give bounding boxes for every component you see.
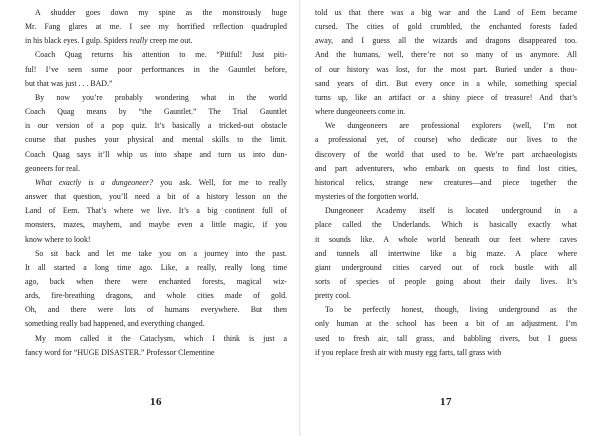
text-line: mysteries of the forgotten world. <box>315 192 419 202</box>
paragraph <box>315 303 577 360</box>
text-line: monsters, mazes, mayhem, and maybe even a little magic, if you <box>25 220 287 230</box>
text-line: Mr. Fang glares at me. I see my horrified reflection quadrupled <box>25 22 287 32</box>
text-line: is our version of a pop quiz. It’s basically a tricked-out obstacle <box>25 121 287 131</box>
text-line: ards, fire-breathing dragons, and whole cities made of gold. <box>25 291 287 301</box>
text-line: sand years of dirt. But every once in a while, something special <box>315 78 577 88</box>
paragraph <box>315 6 577 119</box>
text-line: if you replace fresh air with musty egg farts, tall grass with <box>315 347 502 357</box>
text-line: and tunnels all intertwine like a big maze. A place where <box>315 248 577 258</box>
text-line: A shudder goes down my spine as the monstrously huge <box>35 8 287 17</box>
text-line: a professional yet, of course) who dedicate our lives to the <box>315 135 577 145</box>
text-line: ago, back when there were enchanted forests, magical wiz- <box>25 276 287 286</box>
paragraph <box>315 119 577 204</box>
text-line: My mom called it the Cataclysm, which I think is just a <box>35 333 287 343</box>
text-line: told us that there was a big war and the Land of Eem became <box>315 8 577 17</box>
text-line: in his black eyes. I gulp. Spiders really creep me out. <box>25 36 193 46</box>
text-line: Coach Quag returns his attention to me. “Pitiful! Just piti- <box>35 50 287 60</box>
left-page-number: 16 <box>150 396 162 408</box>
text-line: pretty cool. <box>315 291 351 301</box>
paragraph <box>25 91 287 176</box>
text-line: To be perfectly honest, though, living underground as the <box>325 305 577 315</box>
text-line: Coach Quag says it’ll whip us into shape and turn us into dun- <box>25 149 287 159</box>
left-page-text <box>25 6 287 360</box>
text-line: Dungeoneer Academy itself is located underground in a <box>325 206 577 216</box>
text-line: used to fresh air, tall grass, and babbling rivers, but I guess <box>315 333 577 343</box>
text-line: turns up, like an artifact or a shiny piece of treasure! And that’s <box>315 92 577 102</box>
text-line: course that pushes your physical and mental skills to the limit. <box>25 135 287 145</box>
paragraph <box>25 6 287 48</box>
text-line: What exactly is a dungeoneer? you ask. Well, for me to really <box>35 177 287 187</box>
text-line: So sit back and let me take you on a journey into the past. <box>35 248 287 258</box>
text-line: It all started a long time ago. Like, a really, really long time <box>25 262 287 272</box>
paragraph <box>25 176 287 247</box>
text-line: We dungeoneers are professional explorers (well, I’m not <box>325 121 577 131</box>
text-line: something really bad happened, and everything changed. <box>25 319 205 329</box>
text-line: where dungeoneers come in. <box>315 107 406 117</box>
paragraph <box>25 48 287 90</box>
paragraph <box>315 204 577 303</box>
paragraph <box>25 332 287 360</box>
text-line: only human at the school has been a bit of an adjustment. I’m <box>315 319 577 329</box>
right-page-number: 17 <box>440 396 452 408</box>
text-line: know where to look! <box>25 234 91 244</box>
text-line: Land of Eem. That’s where we live. It’s a big continent full of <box>25 206 287 216</box>
right-page-text <box>315 6 577 360</box>
text-line: historical relics, strange new creatures—and piece together the <box>315 177 577 187</box>
text-line: giant underground cities carved out of rock bustle with all <box>315 262 577 272</box>
text-line: of our history was lost, for the most part. Buried under a thou- <box>315 64 577 74</box>
text-line: sorts of species of people going about their daily lives. It’s <box>315 276 577 286</box>
text-line: it sounds like. A whole world beneath our feet where caves <box>315 234 577 244</box>
text-line: By now you’re probably wondering what in the world <box>35 92 287 102</box>
paragraph <box>25 247 287 332</box>
text-line: discovery of the world that used to be. We’re part archaeologists <box>315 149 577 159</box>
left-page <box>25 0 287 436</box>
text-line: Oh, and there were lots of humans everywhere. But then <box>25 305 287 315</box>
text-line: geoneers for real. <box>25 163 80 173</box>
text-line: answer that question, you’ll need a bit of a history lesson on the <box>25 192 287 202</box>
book-gutter <box>299 0 301 436</box>
text-line: away, and I guess all the wizards and dragons disappeared too. <box>315 36 577 46</box>
text-line: and part adventurers, who embark on quests to find lost cities, <box>315 163 577 173</box>
text-line: cursed. The cities of gold crumbled, the enchanted forests faded <box>315 22 577 32</box>
text-line: but that was just . . . BAD.” <box>25 78 113 88</box>
text-line: fancy word for “HUGE DISASTER.” Professor Clementine <box>25 347 215 357</box>
text-line: place called the Underlands. Which is basically exactly what <box>315 220 577 230</box>
text-line: And the humans, well, there’re not so many of us anymore. All <box>315 50 577 60</box>
text-line: ful! I’ve seen some poor performances in the Gauntlet before, <box>25 64 287 74</box>
text-line: Coach Quag means by “the Gauntlet.” The Trial Gauntlet <box>25 107 287 117</box>
right-page <box>315 0 577 436</box>
